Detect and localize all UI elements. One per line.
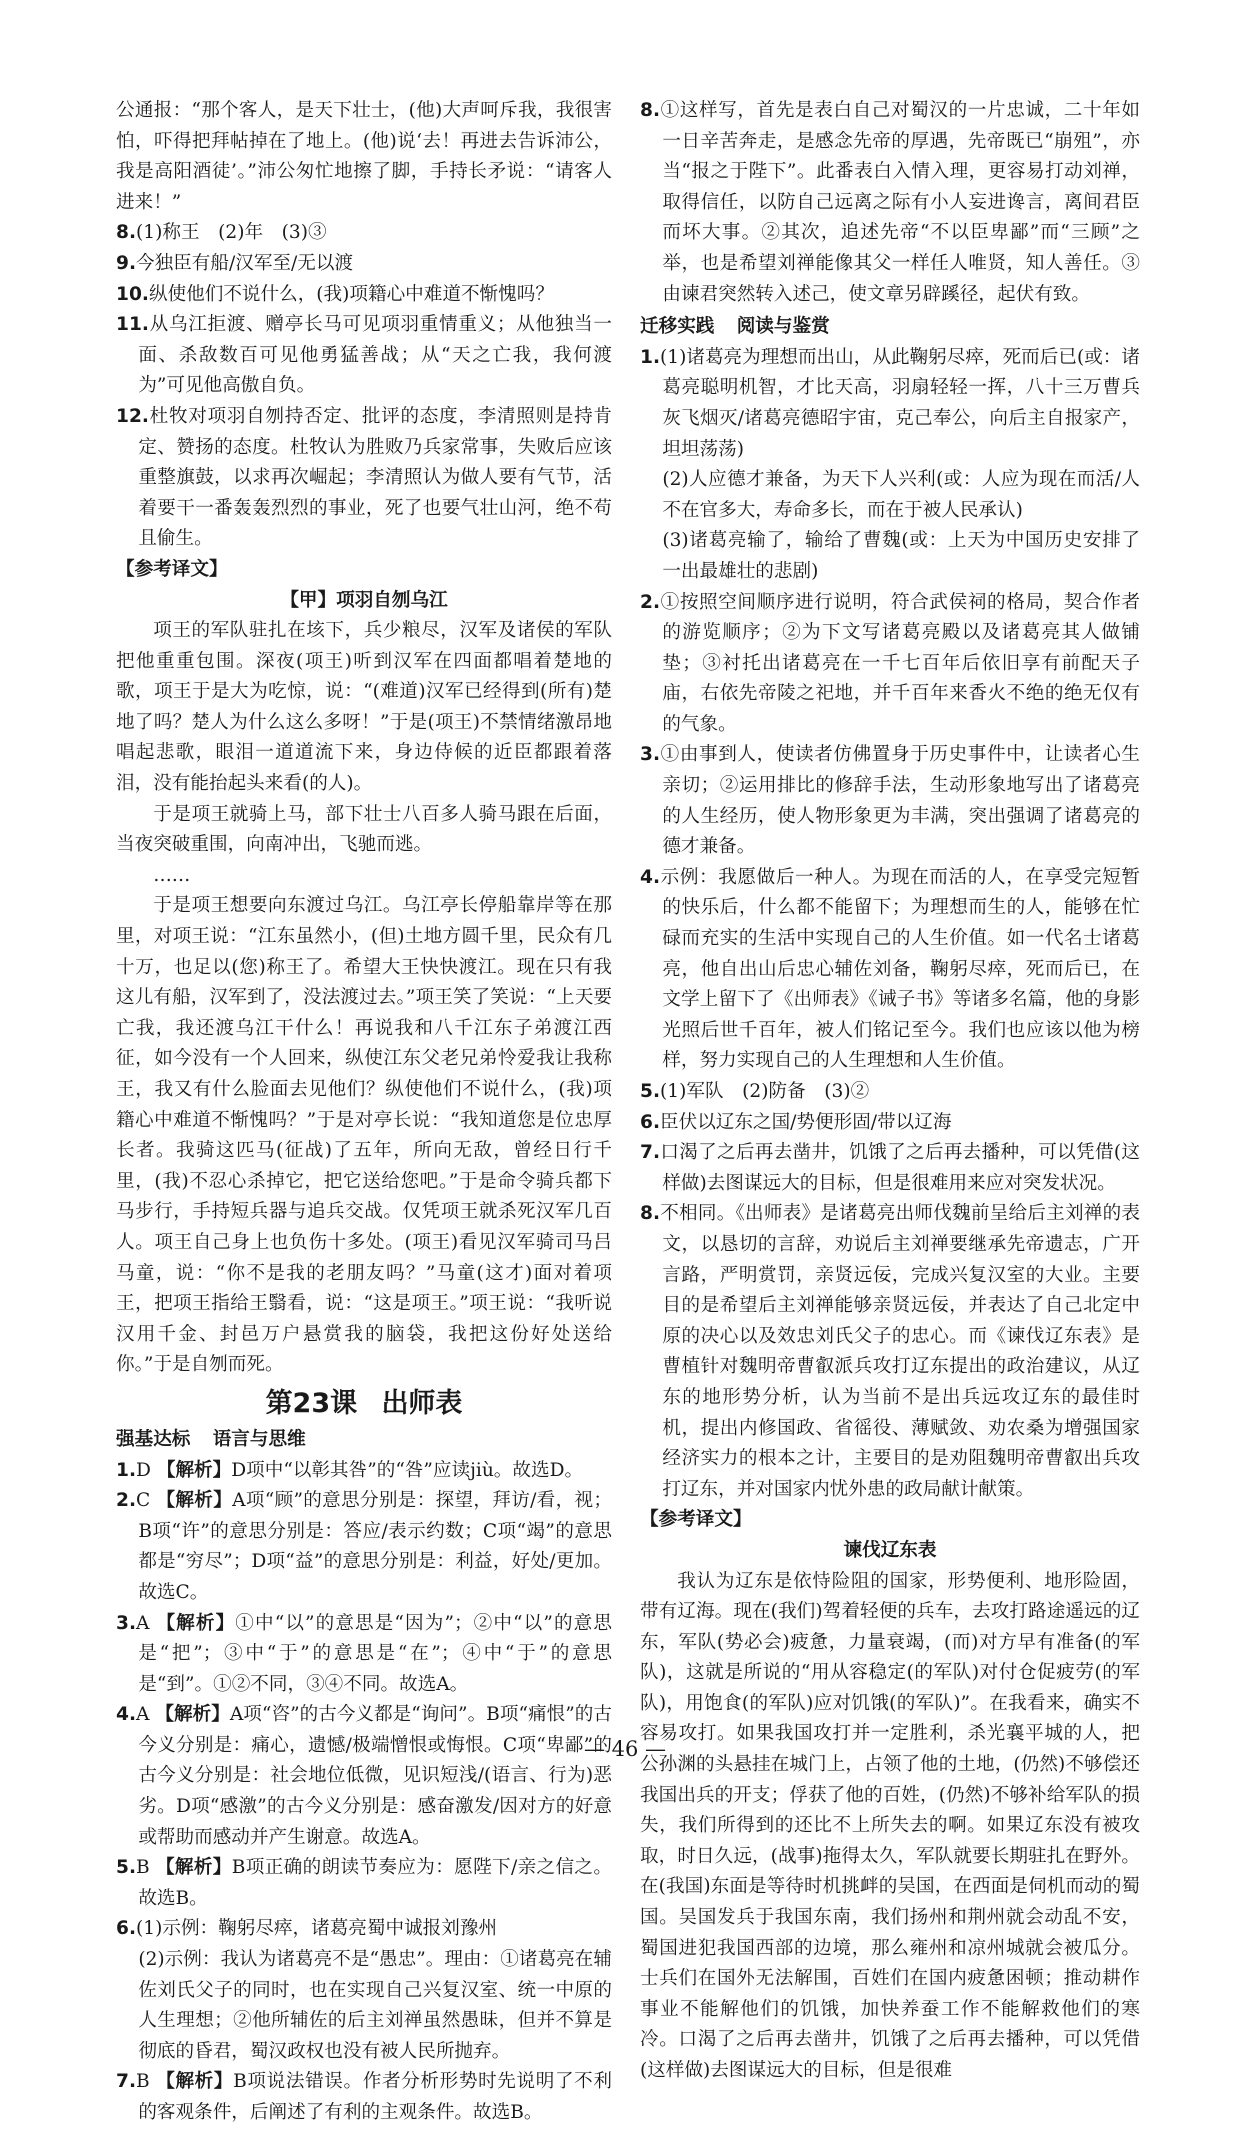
answer-number: 5.	[116, 1857, 137, 1879]
translation-title: 【甲】项羽自刎乌江	[280, 589, 448, 611]
reference-translation-label: 【参考译文】	[640, 1509, 752, 1531]
answer-choice: A	[136, 1704, 150, 1726]
translation-paragraph: 我认为辽东是依恃险阻的国家，形势便利、地形险固，带有辽海。现在(我们)驾着轻便的兵车，去攻打路途遥远的辽东，军队(势必会)疲惫，力量衰竭，(而)对方早有准备(的军队)，这就是所说的“用从容稳定(的军队)对付仓促疲劳(的军队)，用饱食(的军队)应对饥饿(的军队)”。在我看来，确实不容易攻打。如果我国攻打并一定胜利，杀光襄平城的人，把公孙渊的头悬挂在城门上，占领了他的土地，(仍然)不够偿还我国出兵的开支；俘获了他的百姓，(仍然)不够补给军队的损失，我们所得到的还比不上所失去的啊。如果辽东没有被攻取，时日久远，(战事)拖得太久，军队就要长期驻扎在野外。在(我国)东面是等待时机挑衅的吴国，在西面是伺机而动的蜀国。吴国发兵于我国东南，我们扬州和荆州就会动乱不安，蜀国进犯我国西部的边境，那么雍州和凉州城就会被瓜分。士兵们在国外无法解围，百姓们在国内疲惫困顿；推动耕作事业不能解他们的饥饿，加快养蚕工作不能解救他们的寒冷。口渴了之后再去凿井，饥饿了之后再去播种，可以凭借(这样做)去图谋远大的目标，但是很难	[640, 1570, 1140, 2081]
page-number: — 46 —	[583, 1737, 667, 1761]
answer-number: 7.	[640, 1142, 661, 1164]
answer-text: (1)诸葛亮为理想而出山，从此鞠躬尽瘁，死而后已(或：诸葛亮聪明机智，才比天高，羽扇轻轻一挥，八十三万曹兵灰飞烟灭/诸葛亮德昭宇宙，克己奉公，向后主自报家产，坦坦荡荡)	[660, 346, 1140, 460]
answer-9	[116, 249, 612, 280]
translation-paragraph: 于是项王想要向东渡过乌江。乌江亭长停船靠岸等在那里，对项王说：“江东虽然小，(但)土地方圆千里，民众有几十万，也足以(您)称王了。希望大王快快渡江。现在只有我这儿有船，汉军到了，没法渡过去。”项王笑了笑说：“上天要亡我，我还渡乌江干什么！再说我和八千江东子弟渡江西征，如今没有一个人回来，纵使江东父老兄弟怜爱我让我称王，我又有什么脸面去见他们？纵使他们不说什么，(我)项籍心中难道不惭愧吗？”于是对亭长说：“我知道您是位忠厚长者。我骑这匹马(征战)了五年，所向无敌，曾经日行千里，(我)不忍心杀掉它，把它送给您吧。”于是命令骑兵都下马步行，手持短兵器与追兵交战。仅凭项王就杀死汉军几百人。项王自己身上也负伤十多处。(项王)看见汉军骑司马吕马童，说：“你不是我的老朋友吗？”马童(这才)面对着项王，把项王指给王翳看，说：“这是项王。”项王说：“我听说汉用千金、封邑万户悬赏我的脑袋，我把这份好处送给你。”于是自刎而死。	[116, 895, 612, 1376]
section-name: 强基达标	[116, 1428, 191, 1450]
answer-3	[116, 1609, 612, 1701]
answer-text: 今独臣有船/汉军至/无以渡	[136, 252, 354, 274]
answer-choice: B	[136, 1857, 150, 1879]
answer-text: 臣伏以辽东之国/势便形固/带以辽海	[660, 1111, 952, 1133]
answer-6	[116, 1914, 612, 1945]
answer-choice: D	[136, 1459, 151, 1481]
analysis-label: 【解析】	[156, 2071, 234, 2093]
answer-1	[116, 1456, 612, 1487]
answer-6-part-2: (2)示例：我认为诸葛亮不是“愚忠”。理由：①诸葛亮在辅佐刘氏父子的同时，也在实现自己兴复汉室、统一中原的人生理想；②他所辅佐的后主刘禅虽然愚昧，但并不算是彻底的昏君，蜀汉政权也没有被人民所抛弃。	[138, 1949, 612, 2062]
answer-number: 1.	[116, 1459, 137, 1481]
answer-text: ①这样写，首先是表白自己对蜀汉的一片忠诚，二十年如一日辛苦奔走，是感念先帝的厚遇，先帝既已“崩殂”，亦当“报之于陛下”。此番表白入情入理，更容易打动刘禅，取得信任，以防自己远离之际有小人妄进谗言，离间君臣而坏大事。②其次，追述先帝“不以臣卑鄙”而“三顾”之举，也是希望刘禅能像其父一样任人唯贤，知人善任。③由谏君突然转入述己，使文章另辟蹊径，起伏有致。	[660, 100, 1140, 305]
answer-number: 10.	[116, 283, 149, 305]
reading-answer-1-part-2: (2)人应德才兼备，为天下人兴利(或：人应为现在而活/人不在官多大，寿命多长，而在于被人民承认)	[662, 469, 1140, 521]
lesson-title: 出师表	[381, 1387, 463, 1419]
answer-number: 3.	[640, 744, 661, 766]
answer-number: 4.	[640, 866, 661, 888]
analysis-text: B项正确的朗读节奏应为：愿陛下/亲之信之。故选B。	[138, 1857, 612, 1909]
left-column	[116, 96, 612, 2129]
reading-answer-1	[640, 343, 1140, 465]
analysis-label: 【解析】	[155, 1704, 230, 1726]
answer-5	[116, 1853, 612, 1914]
answer-text: ①由事到人，使读者仿佛置身于历史事件中，让读者心生亲切；②运用排比的修辞手法，生动形象地写出了诸葛亮的人生经历，使人物形象更为丰满，突出强调了诸葛亮的德才兼备。	[660, 744, 1140, 858]
reading-answer-2	[640, 588, 1140, 741]
answer-number: 9.	[116, 252, 137, 274]
answer-text: 不相同。《出师表》是诸葛亮出师伐魏前呈给后主刘禅的表文，以恳切的言辞，劝说后主刘禅要继承先帝遗志，广开言路，严明赏罚，亲贤远佞，完成兴复汉室的大业。主要目的是希望后主刘禅能够亲贤远佞，并表达了自己北定中原的决心以及效忠刘氏父子的忠心。而《谏伐辽东表》是曹植针对魏明帝曹叡派兵攻打辽东提出的政治建议，从辽东的地形势分析，认为当前不是出兵远攻辽东的最佳时机，提出内修国政、省徭役、薄赋敛、劝农桑为增强国家经济实力的根本之计，主要目的是劝阻魏明帝曹叡出兵攻打辽东，并对国家内忧外患的政局献计献策。	[660, 1203, 1140, 1500]
answer-number: 8.	[116, 222, 137, 244]
answer-number: 8.	[640, 1203, 661, 1225]
translation-title: 谏伐辽东表	[843, 1539, 937, 1561]
answer-number: 7.	[116, 2071, 137, 2093]
answer-text: (1)称王 (2)年 (3)③	[136, 222, 327, 244]
answer-text: (1)示例：鞠躬尽瘁，诸葛亮蜀中诚报刘豫州	[136, 1918, 498, 1940]
section-name: 迁移实践	[640, 316, 715, 338]
answer-number: 11.	[116, 314, 149, 336]
right-column	[640, 96, 1140, 2087]
answer-4	[116, 1700, 612, 1853]
lesson-number: 第23课	[265, 1387, 358, 1419]
answer-number: 6.	[116, 1918, 137, 1940]
section-heading	[640, 312, 1140, 343]
answer-12	[116, 402, 612, 555]
answer-8	[640, 96, 1140, 310]
translation-continuation: 公通报：“那个客人，是天下壮士，(他)大声呵斥我，我很害怕，吓得把拜帖掉在了地上。(他)说‘去！再进去告诉沛公，我是高阳酒徒’。”沛公匆忙地擦了脚，手持长矛说：“请客人进来！”	[116, 100, 612, 213]
answer-text: 口渴了之后再去凿井，饥饿了之后再去播种，可以凭借(这样做)去图谋远大的目标，但是很难用来应对突发状况。	[660, 1142, 1140, 1194]
reading-answer-7	[640, 1138, 1140, 1199]
answer-number: 2.	[116, 1490, 137, 1512]
section-heading	[116, 1425, 612, 1456]
answer-7	[116, 2067, 612, 2128]
answer-text: 示例：我愿做后一种人。为现在而活的人，在享受完短暂的快乐后，什么都不能留下；为理想而生的人，能够在忙碌而充实的生活中实现自己的人生价值。如一代名士诸葛亮，他自出山后忠心辅佐刘备，鞠躬尽瘁，死而后已，在文学上留下了《出师表》《诫子书》等诸多名篇，他的身影光照后世千百年，被人们铭记至今。我们也应该以他为榜样，努力实现自己的人生理想和人生价值。	[660, 866, 1140, 1072]
analysis-text: B项说法错误。作者分析形势时先说明了不利的客观条件，后阐述了有利的主观条件。故选B。	[138, 2071, 612, 2123]
reading-answer-5	[640, 1077, 1140, 1108]
translation-paragraph: 于是项王就骑上马，部下壮士八百多人骑马跟在后面，当夜突破重围，向南冲出，飞驰而逃。	[116, 803, 612, 856]
answer-choice: B	[136, 2071, 150, 2093]
answer-choice: A	[136, 1612, 150, 1634]
reading-answer-8	[640, 1199, 1140, 1505]
translation-ellipsis: ……	[153, 864, 191, 886]
analysis-text: A项“咨”的古今义都是“询问”。B项“痛恨”的古今义分别是：痛心，遗憾/极端憎恨或悔恨。C项“卑鄙”的古今义分别是：社会地位低微，见识短浅/(语言、行为)恶劣。D项“感激”的古今义分别是：感奋激发/因对方的好意或帮助而感动并产生谢意。故选A。	[138, 1704, 612, 1848]
answer-number: 12.	[116, 405, 149, 427]
answer-10	[116, 280, 612, 311]
analysis-text: A项“顾”的意思分别是：探望，拜访/看，视；B项“许”的意思分别是：答应/表示约数；C项“竭”的意思都是“穷尽”；D项“益”的意思分别是：利益，好处/更加。故选C。	[138, 1490, 612, 1603]
answer-number: 6.	[640, 1111, 661, 1133]
answer-number: 2.	[640, 591, 661, 613]
answer-number: 8.	[640, 100, 661, 121]
analysis-label: 【解析】	[156, 1612, 236, 1634]
section-subtitle: 语言与思维	[212, 1428, 306, 1450]
analysis-label: 【解析】	[156, 1490, 233, 1512]
answer-text: 从乌江拒渡、赠亭长马可见项羽重情重义；从他独当一面、杀敌数百可见他勇猛善战；从“天之亡我，我何渡为”可见他高傲自负。	[138, 314, 612, 397]
answer-number: 1.	[640, 346, 661, 368]
answer-number: 3.	[116, 1612, 137, 1634]
analysis-label: 【解析】	[155, 1857, 232, 1879]
lesson-heading	[116, 1385, 612, 1423]
analysis-text: D项中“以彰其咎”的“咎”应读jiù。故选D。	[231, 1459, 584, 1481]
answer-choice: C	[136, 1490, 151, 1512]
reading-answer-3	[640, 740, 1140, 862]
answer-11	[116, 310, 612, 402]
answer-text: (1)军队 (2)防备 (3)②	[660, 1081, 870, 1102]
reading-answer-4	[640, 863, 1140, 1077]
section-subtitle: 阅读与鉴赏	[736, 316, 830, 338]
answer-text: 纵使他们不说什么，(我)项籍心中难道不惭愧吗？	[148, 283, 554, 305]
answer-2	[116, 1486, 612, 1608]
answer-text: 杜牧对项羽自刎持否定、批评的态度，李清照则是持肯定、赞扬的态度。杜牧认为胜败乃兵家常事，失败后应该重整旗鼓，以求再次崛起；李清照认为做人要有气节，活着要干一番轰轰烈烈的事业，死了也要气壮山河，绝不苟且偷生。	[138, 405, 612, 550]
analysis-text: ①中“以”的意思是“因为”；②中“以”的意思是“把”；③中“于”的意思是“在”；④中“于”的意思是“到”。①②不同，③④不同。故选A。	[138, 1612, 612, 1695]
analysis-label: 【解析】	[156, 1459, 232, 1481]
reading-answer-6	[640, 1108, 1140, 1139]
answer-number: 5.	[640, 1081, 661, 1102]
answer-number: 4.	[116, 1704, 137, 1726]
reference-translation-label: 【参考译文】	[116, 558, 228, 580]
translation-paragraph: 项王的军队驻扎在垓下，兵少粮尽，汉军及诸侯的军队把他重重包围。深夜(项王)听到汉军在四面都唱着楚地的歌，项王于是大为吃惊，说：“(难道)汉军已经得到(所有)楚地了吗？楚人为什么这么多呀！”于是(项王)不禁情绪激昂地唱起悲歌，眼泪一道道流下来，身边侍候的近臣都跟着落泪，没有能抬起头来看(的人)。	[116, 620, 612, 795]
answer-text: ①按照空间顺序进行说明，符合武侯祠的格局，契合作者的游览顺序；②为下文写诸葛亮殿以及诸葛亮其人做铺垫；③衬托出诸葛亮在一千七百年后依旧享有前配天子庙，右依先帝陵之祀地，并千百年来香火不绝的绝无仅有的气象。	[660, 591, 1140, 735]
answer-8	[116, 218, 612, 249]
reading-answer-1-part-3: (3)诸葛亮输了，输给了曹魏(或：上天为中国历史安排了一出最雄壮的悲剧)	[662, 530, 1140, 582]
